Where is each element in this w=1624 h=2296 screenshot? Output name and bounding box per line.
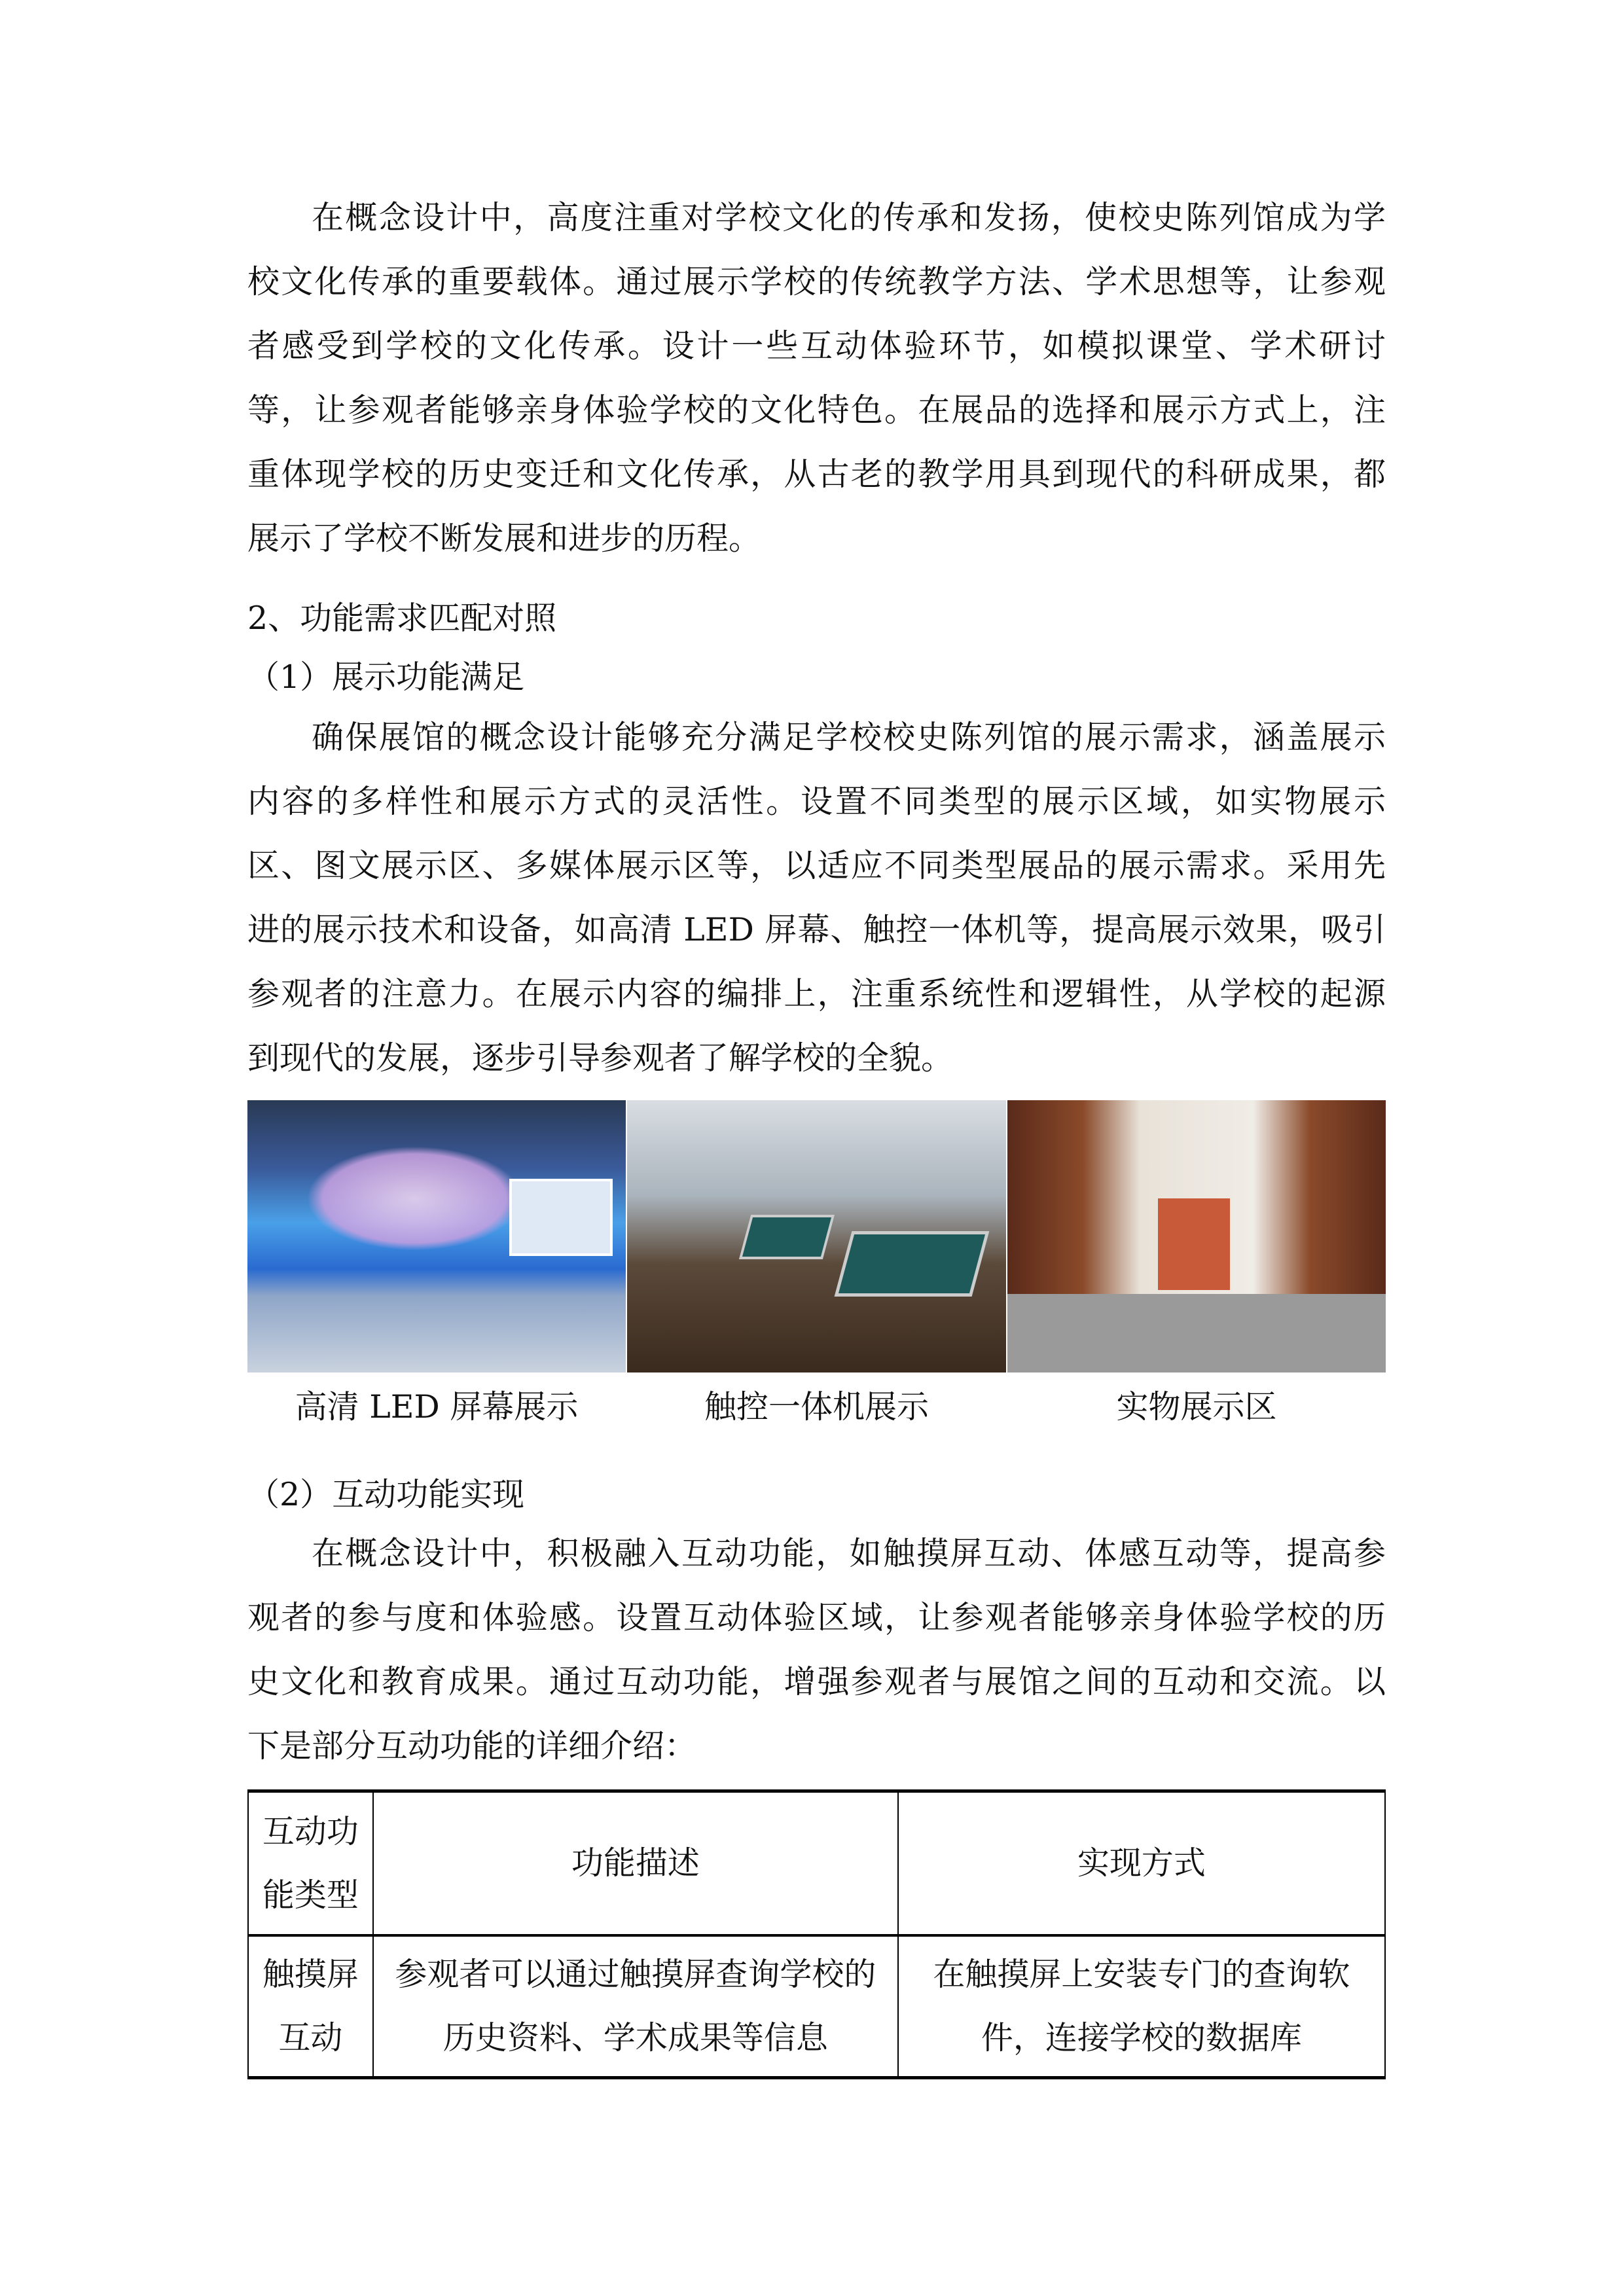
text-line: 展示了学校不断发展和进步的历程。 [247,520,761,557]
text-line: 在概念设计中，高度注重对学校文化的传承和发扬，使校史陈列馆成为学 [312,199,1386,236]
table-cell: 触摸屏互动 [248,1935,373,2078]
table-header: 功能描述 [373,1791,898,1935]
text-line: 在概念设计中，积极融入互动功能，如触摸屏互动、体感互动等，提高参 [312,1535,1386,1572]
caption-exhibit: 实物展示区 [1116,1388,1277,1426]
table-cell: 在触摸屏上安装专门的查询软件，连接学校的数据库 [898,1935,1385,2078]
table-header: 互动功能类型 [248,1791,373,1935]
table-header: 实现方式 [898,1791,1385,1935]
text-line: 下是部分互动功能的详细介绍： [247,1727,697,1765]
text-line: 到现代的发展，逐步引导参观者了解学校的全貌。 [247,1039,954,1077]
caption-led: 高清 LED 屏幕展示 [295,1388,579,1426]
subsection-heading: （2）互动功能实现 [247,1476,525,1513]
text-line: 进的展示技术和设备，如高清 LED 屏幕、触控一体机等，提高展示效果，吸引 [247,911,1386,948]
text-line: 重体现学校的历史变迁和文化传承，从古老的教学用具到现代的科研成果，都 [247,456,1386,493]
text-line: 史文化和教育成果。通过互动功能，增强参观者与展馆之间的互动和交流。以 [247,1663,1386,1700]
text-line: 参观者的注意力。在展示内容的编排上，注重系统性和逻辑性，从学校的起源 [247,975,1386,1013]
text-line: 确保展馆的概念设计能够充分满足学校校史陈列馆的展示需求，涵盖展示 [312,719,1386,756]
text-line: 内容的多样性和展示方式的灵活性。设置不同类型的展示区域，如实物展示 [247,783,1386,820]
subsection-heading: （1）展示功能满足 [247,658,525,696]
interaction-table [247,1789,1386,2079]
text-line: 校文化传承的重要载体。通过展示学校的传统教学方法、学术思想等，让参观 [247,263,1386,300]
led-screen-photo [247,1100,626,1372]
text-line: 区、图文展示区、多媒体展示区等，以适应不同类型展品的展示需求。采用先 [247,847,1386,884]
table-header-row [248,1791,1385,1935]
text-line: 观者的参与度和体验感。设置互动体验区域，让参观者能够亲身体验学校的历 [247,1599,1386,1636]
table-cell: 参观者可以通过触摸屏查询学校的历史资料、学术成果等信息 [373,1935,898,2078]
section-heading: 2、功能需求匹配对照 [247,600,557,637]
table-row [248,1935,1385,2078]
touch-kiosk-photo [627,1100,1006,1372]
exhibit-area-photo [1007,1100,1386,1372]
caption-kiosk: 触控一体机展示 [704,1388,929,1426]
text-line: 者感受到学校的文化传承。设计一些互动体验环节，如模拟课堂、学术研讨 [247,327,1386,365]
text-line: 等，让参观者能够亲身体验学校的文化特色。在展品的选择和展示方式上，注 [247,391,1386,429]
